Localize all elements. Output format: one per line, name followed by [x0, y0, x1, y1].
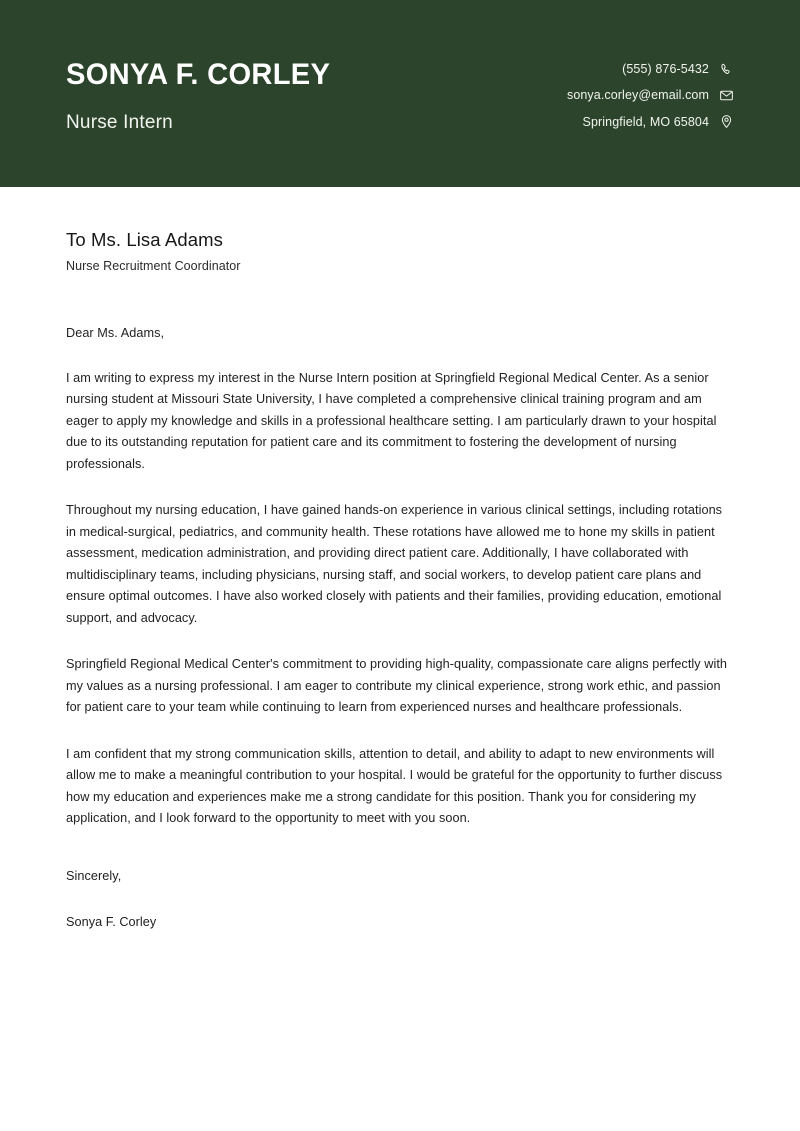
- phone-icon: [719, 62, 734, 77]
- contact-row-location[interactable]: [583, 114, 734, 130]
- letter-paragraph: I am writing to express my interest in the Nurse Intern position at Springfield Regional Medical Center. As a senior nursing student at Missouri State University, I have completed a comprehensive clinical training program and am eager to apply my knowledge and skills in a professional healthcare setting. I am particularly drawn to your hospital due to its outstanding reputation for patient care and its commitment to fostering the development of nursing professionals.: [66, 370, 717, 471]
- applicant-name: SONYA F. CORLEY: [66, 58, 331, 92]
- location-pin-icon: [719, 114, 734, 129]
- header-identity-block: [66, 52, 338, 135]
- contact-row-phone[interactable]: [622, 61, 734, 77]
- applicant-job-title: Nurse Intern: [66, 112, 173, 134]
- recipient-name: To Ms. Lisa Adams: [66, 229, 223, 250]
- signature-name: Sonya F. Corley: [66, 915, 157, 930]
- envelope-icon: [719, 88, 734, 103]
- recipient-title: Nurse Recruitment Coordinator: [66, 259, 241, 274]
- contact-location-text: Springfield, MO 65804: [582, 114, 709, 129]
- contact-details-block: [567, 57, 734, 130]
- letter-paragraph: Springfield Regional Medical Center's commitment to providing high-quality, compassionate care aligns perfectly with my values as a nursing professional. I am eager to contribute my clinical experience, strong work ethic, and passion for patient care to your team while continuing to learn from experienced nurses and healthcare professionals.: [66, 657, 728, 715]
- letter-paragraph: I am confident that my strong communication skills, attention to detail, and ability to adapt to new environments will allow me to make a meaningful contribution to your hospital. I would be grateful for the opportunity to further discuss how my education and experiences make me a strong candidate for this position. Thank you for considering my application, and I look forward to the opportunity to meet with you soon.: [66, 746, 723, 826]
- recipient-block: [66, 228, 734, 274]
- contact-email-text: sonya.corley@email.com: [566, 88, 709, 103]
- letter-paragraph: Throughout my nursing education, I have gained hands-on experience in various clinical settings, including rotations in medical-surgical, pediatrics, and community health. These rotations have allowed me to hone my skills in patient assessment, medication administration, and providing direct patient care. Additionally, I have collaborated with multidisciplinary teams, including physicians, nursing staff, and social workers, to develop patient care plans and ensure optimal outcomes. I have also worked closely with patients and their families, providing education, emotional support, and advocacy.: [66, 503, 723, 625]
- letter-body: [0, 187, 800, 932]
- salutation: Dear Ms. Adams,: [66, 326, 165, 341]
- contact-row-email[interactable]: [567, 87, 734, 103]
- letter-header: [0, 0, 800, 187]
- contact-phone-text: (555) 876-5432: [622, 62, 709, 77]
- closing-salutation: Sincerely,: [66, 868, 122, 883]
